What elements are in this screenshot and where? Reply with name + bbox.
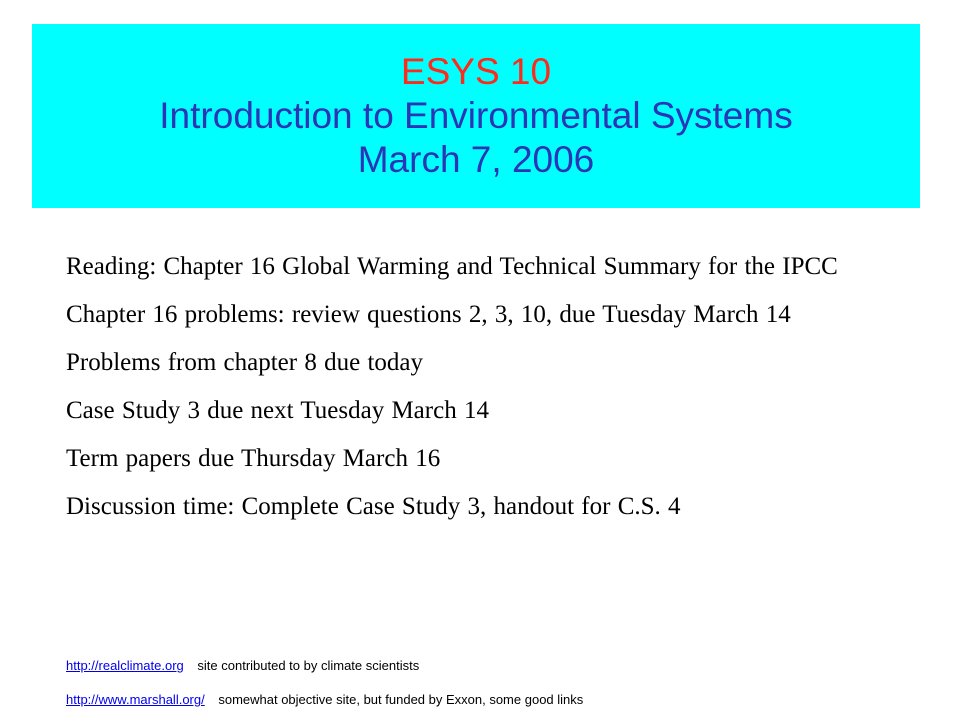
link-list [66, 656, 926, 724]
course-title: Introduction to Environmental Systems [159, 95, 793, 136]
marshall-link[interactable]: http://www.marshall.org/ [66, 692, 205, 707]
title-banner [32, 24, 920, 208]
realclimate-link[interactable]: http://realclimate.org [66, 658, 184, 673]
discussion-item: Discussion time: Complete Case Study 3, handout for C.S. 4 [66, 493, 681, 520]
link-row [66, 690, 926, 710]
chapter-problems-item: Chapter 16 problems: review questions 2, 3, 10, due Tuesday March 14 [66, 301, 791, 328]
course-code: ESYS 10 [400, 51, 552, 92]
lecture-date: March 7, 2006 [357, 139, 595, 180]
announcement-list [66, 248, 886, 536]
link-description: somewhat objective site, but funded by Exxon, some good links [218, 692, 584, 707]
link-row [66, 656, 926, 676]
term-papers-item: Term papers due Thursday March 16 [66, 445, 441, 472]
reading-item: Reading: Chapter 16 Global Warming and Technical Summary for the IPCC [66, 253, 838, 280]
link-description: site contributed to by climate scientists [197, 658, 420, 673]
chapter-8-item: Problems from chapter 8 due today [66, 349, 423, 376]
case-study-item: Case Study 3 due next Tuesday March 14 [66, 397, 489, 424]
